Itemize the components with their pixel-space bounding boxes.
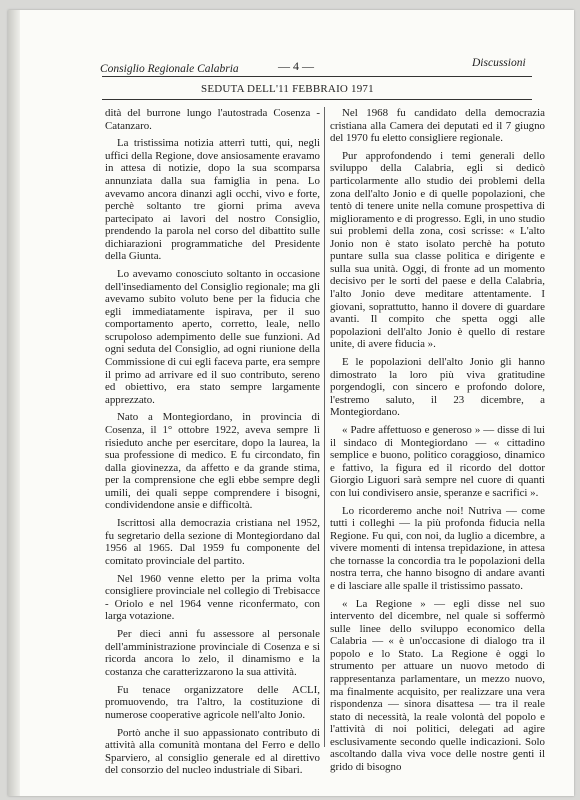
page-binding-edge: [8, 10, 20, 796]
paragraph: « La Regione » — egli disse nel suo intervento del dicembre, nel quale si soffermò sulle linee dello sviluppo economico della Calabria — « è un'occasione di dialogo tra il popolo e lo Stato. La Regione è oggi lo strumento per attuare un nuovo metodo di rappresentanza parlamentare, un mezzo nuovo, ma finalmente acquisito, per realizzare una vera rispondenza — sinora disattesa — tra il reale stato di necessità, la reale volontà del popolo e l'attività di noi politici, delegati ad agire esclusivamente secondo quelle indicazioni. Solo ascoltando dalla viva voce delle nostre genti il grido di bisogno: [330, 597, 545, 773]
paragraph: Per dieci anni fu assessore al personale dell'amministrazione provinciale di Cosenza e si ricorda ancora lo zelo, il dinamismo e la costanza che caratterizzarono la sua attività.: [105, 628, 320, 678]
session-date-line: SEDUTA DELL'11 FEBBRAIO 1971: [201, 83, 374, 95]
header-section-title: Discussioni: [472, 57, 526, 69]
paragraph: Nel 1960 venne eletto per la prima volta consigliere provinciale nel collegio di Trebisacce - Oriolo e nel 1964 venne riconfermato, con larga votazione.: [105, 572, 320, 623]
paragraph: dità del burrone lungo l'autostrada Cosenza - Catanzaro.: [105, 107, 320, 132]
header-page-number: — 4 —: [278, 59, 314, 73]
header-council-name: Consiglio Regionale Calabria: [100, 63, 239, 75]
paragraph: La tristissima notizia atterrì tutti, qui, negli uffici della Regione, dove ansiosamente eravamo in attesa di notizie, dopo la sua scomparsa annunziata dalla sua famiglia in pena. Lo avevamo ancora dinanzi agli occhi, vivo e forte, perchè soltanto tre giorni prima aveva partecipato ai lavori del nostro Consiglio, prendendo la parola nel corso del dibattito sulle dichiarazioni programmatiche del Presidente della Giunta.: [105, 137, 320, 263]
paragraph: Pur approfondendo i temi generali dello sviluppo della Calabria, egli si dedicò particolarmente allo studio dei problemi della zona dell'alto Jonio e di quelle popolazioni, che tentò di tenere unite nella comune prospettiva di miglioramento e di progresso. Egli, in uno studio sui problemi della zona, così scrisse: « L'alto Jonio non è stato isolato perchè ha potuto puntare sulla sua classe politica e dirigente e sulla sua unità. Oggi, di fronte ad un momento decisivo per le sorti del paese e della Calabria, l'alto Jonio deve meditare attentamente. I giovani, soprattutto, hanno il dovere di guardare avanti. Il compito che spetta oggi alle popolazioni dell'alto Jonio è quello di restare unite, di avere fiducia ».: [330, 149, 545, 351]
paragraph: Portò anche il suo appassionato contributo di attività alla comunità montana del Ferro e dello Sparviero, al consiglio generale ed al direttivo del consorzio del nucleo industriale di Sibari.: [105, 726, 320, 777]
header-rule-top: [102, 76, 532, 77]
right-text-column: [330, 107, 545, 779]
column-divider: [324, 107, 325, 747]
paragraph: Lo avevamo conosciuto soltanto in occasione dell'insediamento del Consiglio regionale; ma gli avevamo subito voluto bene per la fiducia che egli immediatamente ispirava, per il suo comportamento aperto, corretto, leale, nello scrupoloso adempimento delle sue funzioni. Ad ogni seduta del Consiglio, ad ogni riunione della Commissione di cui egli faceva parte, era sempre il primo ad arrivare ed il suo contributo, sereno ed obiettivo, era stato sempre largamente apprezzato.: [105, 268, 320, 406]
paragraph: E le popolazioni dell'alto Jonio gli hanno dimostrato la loro più viva gratitudine porgendogli, con sincero e profondo dolore, l'estremo saluto, il 23 dicembre, a Montegiordano.: [330, 355, 545, 419]
paragraph: « Padre affettuoso e generoso » — disse di lui il sindaco di Montegiordano — « cittadino semplice e buono, politico coraggioso, dinamico e fattivo, la figura ed il ricordo del dottor Giorgio Liguori sarà sempre nel cuore di quanti con lui condivisero ansie, speranze e sacrifici ».: [330, 424, 545, 499]
paragraph: Iscrittosi alla democrazia cristiana nel 1952, fu segretario della sezione di Montegiordano dal 1956 al 1965. Dal 1959 fu componente del comitato provinciale del partito.: [105, 517, 320, 567]
left-text-column: [105, 107, 320, 782]
document-page: [8, 10, 574, 796]
paragraph: Lo ricorderemo anche noi! Nutriva — come tutti i colleghi — la più profonda fiducia nella Regione. Fu qui, con noi, da luglio a dicembre, a vivere momenti di intensa trepidazione, in attesa che tornasse la concordia tra le popolazioni della nostra terra, che hanno bisogno di andare avanti e di lasciare alle spalle il tristissimo passato.: [330, 504, 545, 592]
paragraph: Fu tenace organizzatore delle ACLI, promuovendo, tra l'altro, la costituzione di numerose cooperative agricole nell'alto Jonio.: [105, 683, 320, 721]
paragraph: Nel 1968 fu candidato della democrazia cristiana alla Camera dei deputati ed il 7 giugno del 1970 fu eletto consigliere regionale.: [330, 107, 545, 145]
paragraph: Nato a Montegiordano, in provincia di Cosenza, il 1° ottobre 1922, aveva sempre lì risieduto anche per esercitare, dopo la laurea, la sua professione di medico. E fu circondato, fin dalla giovinezza, da affetto e da grande stima, per la comprensione che egli ebbe sempre degli umili, dei quali seppe comprendere i bisogni, condividendone ansie e difficoltà.: [105, 411, 320, 512]
header-rule-bottom: [102, 99, 532, 100]
